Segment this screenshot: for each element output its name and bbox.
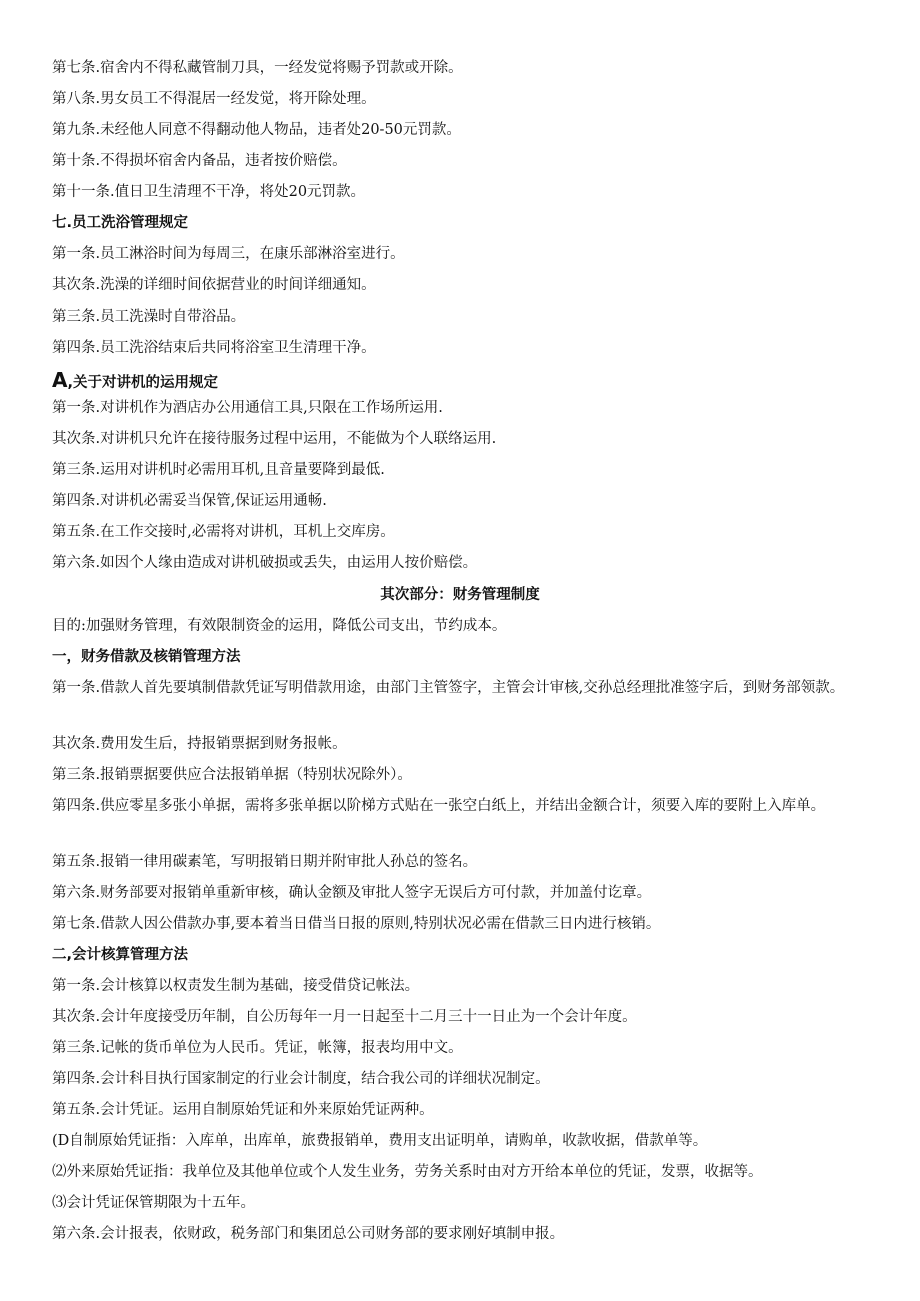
accounting-subitem-1: (D自制原始凭证指：入库单，出库单，旅费报销单，费用支出证明单，请购单，收款收据，借款单等。 xyxy=(52,1133,708,1149)
radio-heading-prefix: A xyxy=(52,368,68,392)
loan-rule-2: 其次条.费用发生后，持报销票据到财务报帐。 xyxy=(52,736,347,752)
accounting-section-heading: 二,会计核算管理方法 xyxy=(52,947,189,963)
accounting-rule-6: 第六条.会计报表，依财政，税务部门和集团总公司财务部的要求刚好填制申报。 xyxy=(52,1226,565,1242)
bath-rule-4: 第四条.员工洗浴结束后共同将浴室卫生清理干净。 xyxy=(52,340,376,356)
radio-rule-1: 第一条.对讲机作为酒店办公用通信工具,只限在工作场所运用. xyxy=(52,400,443,416)
bath-section-heading: 七.员工洗浴管理规定 xyxy=(52,215,189,231)
loan-rule-3: 第三条.报销票据要供应合法报销单据（特别状况除外）。 xyxy=(52,767,412,783)
radio-heading-text: ,关于对讲机的运用规定 xyxy=(67,375,218,391)
accounting-rule-5: 第五条.会计凭证。运用自制原始凭证和外来原始凭证两种。 xyxy=(52,1102,434,1118)
dorm-rule-9: 第九条.未经他人同意不得翻动他人物品，违者处20-50元罚款。 xyxy=(52,122,461,138)
dorm-rule-10: 第十条.不得损坏宿舍内备品，违者按价赔偿。 xyxy=(52,153,347,169)
loan-rule-4: 第四条.供应零星多张小单据，需将多张单据以阶梯方式贴在一张空白纸上，并结出金额合计，须要入库的要附上入库单。 xyxy=(52,798,826,814)
bath-rule-3: 第三条.员工洗澡时自带浴品。 xyxy=(52,309,246,325)
accounting-rule-3: 第三条.记帐的货币单位为人民币。凭证，帐簿，报表均用中文。 xyxy=(52,1040,463,1056)
loan-section-heading: 一，财务借款及核销管理方法 xyxy=(52,649,241,665)
part-two-purpose: 目的:加强财务管理，有效限制资金的运用，降低公司支出，节约成本。 xyxy=(52,618,507,634)
bath-rule-2: 其次条.洗澡的详细时间依据营业的时间详细通知。 xyxy=(52,277,376,293)
accounting-subitem-3: ⑶会计凭证保管期限为十五年。 xyxy=(52,1195,255,1211)
radio-rule-2: 其次条.对讲机只允许在接待服务过程中运用，不能做为个人联络运用. xyxy=(52,431,497,447)
radio-rule-3: 第三条.运用对讲机时必需用耳机,且音量要降到最低. xyxy=(52,462,385,478)
loan-rule-5: 第五条.报销一律用碳素笔，写明报销日期并附审批人孙总的签名。 xyxy=(52,854,478,870)
dorm-rule-8: 第八条.男女员工不得混居一经发觉，将开除处理。 xyxy=(52,91,376,107)
accounting-rule-4: 第四条.会计科目执行国家制定的行业会计制度，结合我公司的详细状况制定。 xyxy=(52,1071,550,1087)
loan-rule-1: 第一条.借款人首先要填制借款凭证写明借款用途，由部门主管签字，主管会计审核,交孙总经理批准签字后，到财务部领款。 xyxy=(52,680,845,696)
loan-rule-6: 第六条.财务部要对报销单重新审核，确认金额及审批人签字无误后方可付款，并加盖付讫章。 xyxy=(52,885,652,901)
radio-rule-5: 第五条.在工作交接时,必需将对讲机，耳机上交库房。 xyxy=(52,524,395,540)
radio-rule-4: 第四条.对讲机必需妥当保管,保证运用通畅. xyxy=(52,493,327,509)
radio-section-heading xyxy=(52,369,872,394)
dorm-rule-11: 第十一条.值日卫生清理不干净，将处20元罚款。 xyxy=(52,184,366,200)
accounting-rule-1: 第一条.会计核算以权责发生制为基础，接受借贷记帐法。 xyxy=(52,978,420,994)
dorm-rule-7: 第七条.宿舍内不得私藏管制刀具，一经发觉将赐予罚款或开除。 xyxy=(52,60,463,76)
accounting-rule-2: 其次条.会计年度接受历年制，自公历每年一月一日起至十二月三十一日止为一个会计年度。 xyxy=(52,1009,637,1025)
accounting-subitem-2: ⑵外来原始凭证指：我单位及其他单位或个人发生业务，劳务关系时由对方开给本单位的凭证，发票，收据等。 xyxy=(52,1164,763,1180)
bath-rule-1: 第一条.员工淋浴时间为每周三，在康乐部淋浴室进行。 xyxy=(52,246,405,262)
loan-rule-7: 第七条.借款人因公借款办事,要本着当日借当日报的原则,特别状况必需在借款三日内进行核销。 xyxy=(52,916,661,932)
radio-rule-6: 第六条.如因个人缘由造成对讲机破损或丢失，由运用人按价赔偿。 xyxy=(52,555,478,571)
part-two-title: 其次部分：财务管理制度 xyxy=(380,587,540,603)
